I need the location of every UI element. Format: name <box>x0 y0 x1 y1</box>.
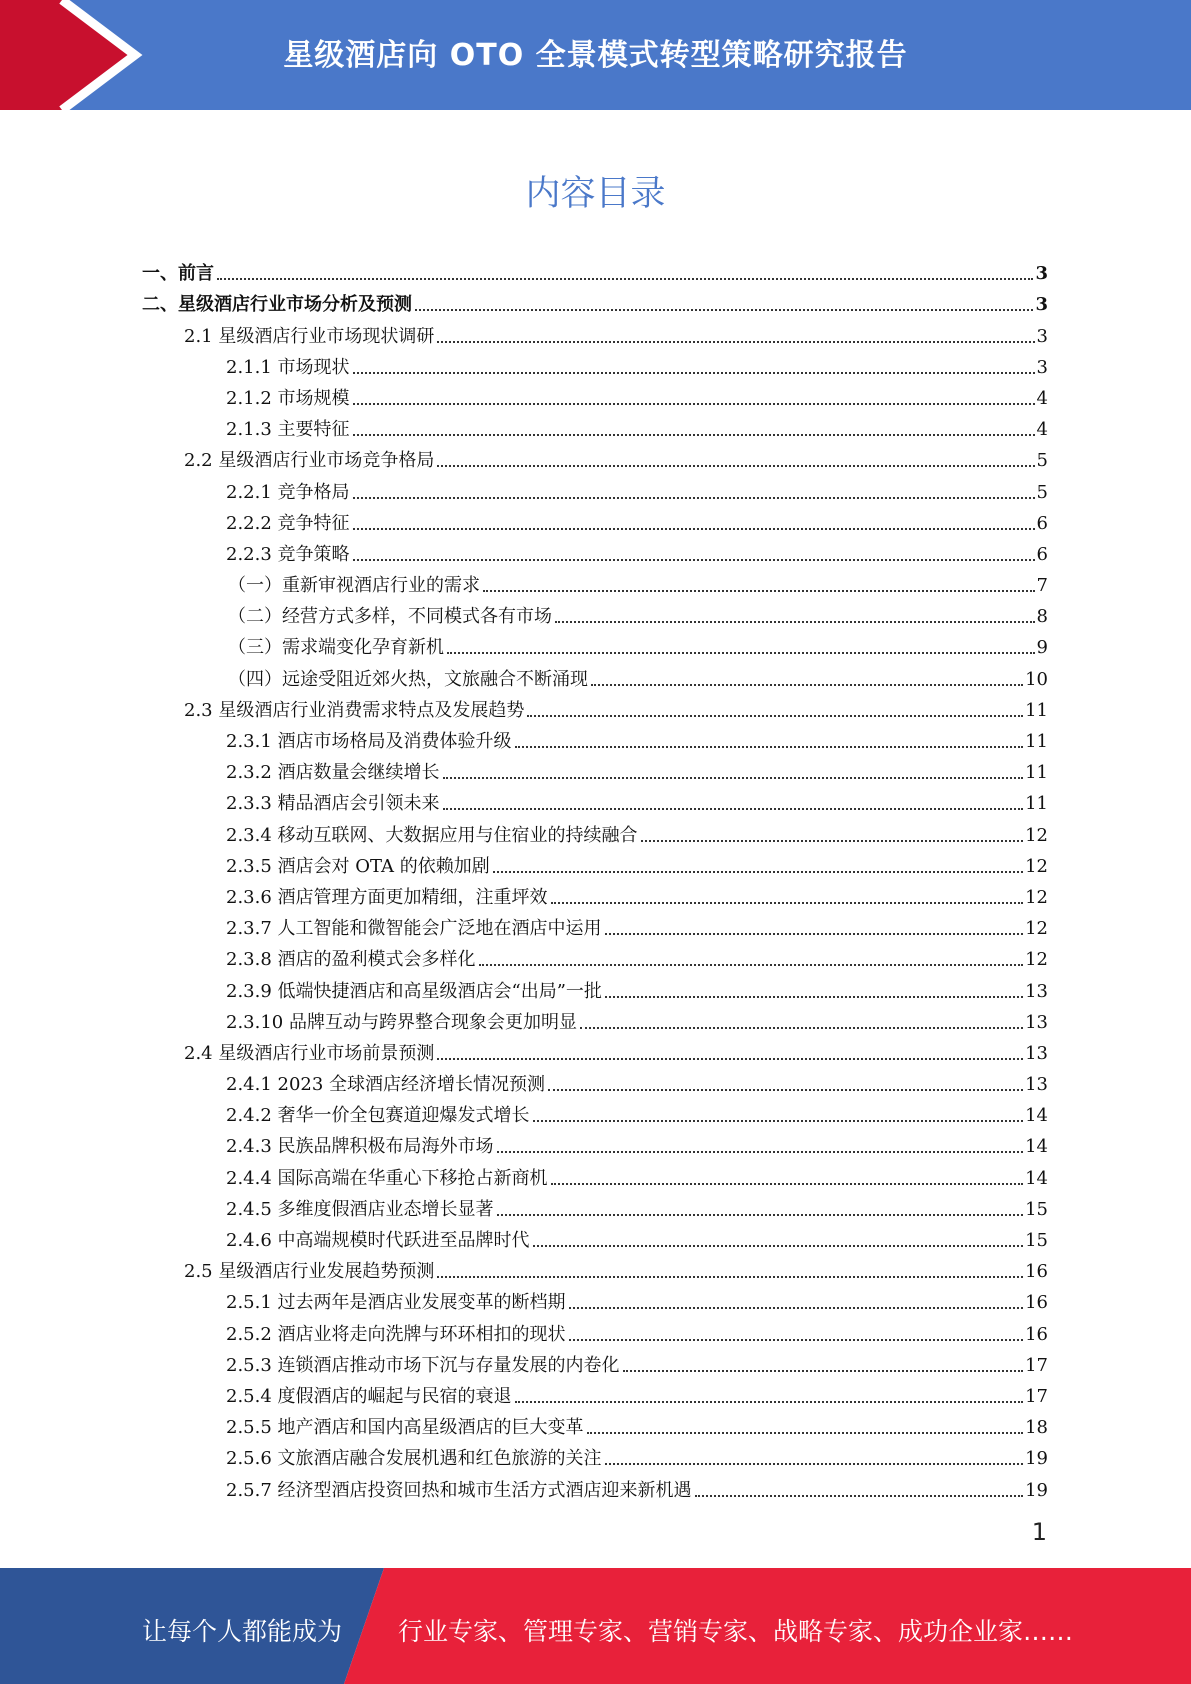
toc-entry-page: 17 <box>1025 1385 1048 1407</box>
toc-entry-page: 4 <box>1036 419 1048 441</box>
dot-leader <box>533 1245 1024 1247</box>
toc-entry-title: 2.3.1 酒店市场格局及消费体验升级 <box>226 731 512 752</box>
toc-entry[interactable] <box>142 504 1048 535</box>
toc-entry-title: 一、前言 <box>142 263 214 285</box>
footer-slogan-left: 让每个人都能成为 <box>142 1617 343 1646</box>
toc-entry-title: （三）需求端变化孕育新机 <box>228 637 444 659</box>
toc-entry[interactable] <box>142 659 1048 690</box>
toc-entry-page: 19 <box>1025 1448 1048 1470</box>
dot-leader <box>569 1307 1024 1309</box>
toc-entry-title: 2.2.3 竞争策略 <box>226 543 350 565</box>
toc-entry-title: 2.4.2 奢华一价全包赛道迎爆发式增长 <box>226 1105 530 1127</box>
toc-entry-page: 19 <box>1025 1479 1048 1501</box>
dot-leader <box>515 746 1024 748</box>
toc-entry[interactable] <box>142 909 1048 940</box>
toc-entry-page: 14 <box>1025 1136 1048 1158</box>
report-title: 星级酒店向 OTO 全景模式转型策略研究报告 <box>283 38 908 73</box>
dot-leader <box>353 528 1035 530</box>
dot-leader <box>353 559 1035 561</box>
toc-entry[interactable] <box>142 753 1048 784</box>
toc-entry-page: 16 <box>1025 1323 1048 1345</box>
toc-entry[interactable] <box>142 940 1048 971</box>
toc-entry-page: 8 <box>1036 606 1048 628</box>
toc-entry-title: 2.2.1 竞争格局 <box>226 481 350 503</box>
toc-entry-title: （四）远途受阻近郊火热，文旅融合不断涌现 <box>228 668 588 690</box>
toc-entry-page: 14 <box>1025 1105 1048 1127</box>
toc-entry-page: 18 <box>1025 1417 1048 1439</box>
toc-entry[interactable] <box>142 1346 1048 1377</box>
toc-entry-page: 11 <box>1025 699 1048 721</box>
toc-entry-title: 2.3 星级酒店行业消费需求特点及发展趋势 <box>184 699 525 721</box>
toc-entry-title: 2.3.9 低端快捷酒店和高星级酒店会“出局”一批 <box>226 980 602 1002</box>
toc-entry[interactable] <box>142 1034 1048 1065</box>
toc-entry-page: 9 <box>1036 637 1048 659</box>
toc-entry-page: 12 <box>1025 918 1048 940</box>
toc-entry-page: 5 <box>1036 481 1048 503</box>
toc-entry-page: 3 <box>1035 294 1048 316</box>
dot-leader <box>695 1495 1024 1497</box>
toc-entry-title: 二、星级酒店行业市场分析及预测 <box>142 294 412 316</box>
toc-entry[interactable] <box>142 348 1048 379</box>
toc-entry[interactable] <box>142 566 1048 597</box>
toc-entry-page: 12 <box>1025 886 1048 908</box>
toc-entry-title: 2.2 星级酒店行业市场竞争格局 <box>184 450 435 472</box>
dot-leader <box>605 933 1024 935</box>
dot-leader <box>497 1214 1024 1216</box>
dot-leader <box>623 1370 1024 1372</box>
toc-entry-page: 12 <box>1025 824 1048 846</box>
toc-entry-page: 10 <box>1025 668 1048 690</box>
dot-leader <box>515 1401 1024 1403</box>
toc-entry[interactable] <box>142 441 1048 472</box>
toc-entry-title: 2.1.2 市场规模 <box>226 387 350 409</box>
dot-leader <box>605 1463 1024 1465</box>
toc-entry-page: 13 <box>1025 1011 1048 1033</box>
toc-entry[interactable] <box>142 1439 1048 1470</box>
toc-entry-title: 2.3.4 移动互联网、大数据应用与住宿业的持续融合 <box>226 824 638 846</box>
toc-entry-title: 2.4.6 中高端规模时代跃进至品牌时代 <box>226 1230 530 1251</box>
dot-leader <box>415 309 1033 311</box>
dot-leader <box>479 964 1024 966</box>
toc-entry-page: 13 <box>1025 1074 1048 1096</box>
toc-entry-title: 2.4.5 多维度假酒店业态增长显著 <box>226 1198 494 1220</box>
toc-entry[interactable] <box>142 1221 1048 1252</box>
toc-entry-title: 2.5.4 度假酒店的崛起与民宿的衰退 <box>226 1385 512 1407</box>
toc-entry-page: 6 <box>1036 512 1048 534</box>
toc-entry-page: 4 <box>1036 387 1048 409</box>
dot-leader <box>353 372 1035 374</box>
dot-leader <box>493 871 1023 873</box>
dot-leader <box>591 684 1023 686</box>
toc-entry-title: 2.5.2 酒店业将走向洗牌与环环相扣的现状 <box>226 1323 566 1345</box>
toc-entry[interactable] <box>142 1003 1048 1034</box>
dot-leader <box>447 652 1035 654</box>
toc-entry[interactable] <box>142 254 1048 285</box>
toc-entry-title: 2.4 星级酒店行业市场前景预测 <box>184 1042 435 1064</box>
toc-entry-title: （一）重新审视酒店行业的需求 <box>228 575 480 597</box>
toc-entry-page: 12 <box>1025 855 1048 877</box>
toc-entry-page: 11 <box>1025 731 1048 752</box>
toc-entry-title: 2.1 星级酒店行业市场现状调研 <box>184 325 435 347</box>
toc-entry-page: 3 <box>1035 263 1048 285</box>
dot-leader <box>555 621 1035 623</box>
dot-leader <box>527 715 1023 717</box>
toc-entry-title: 2.3.10 品牌互动与跨界整合现象会更加明显 <box>226 1011 577 1033</box>
toc-entry-title: 2.3.2 酒店数量会继续增长 <box>226 762 440 784</box>
toc-entry-title: （二）经营方式多样，不同模式各有市场 <box>228 606 552 628</box>
toc-entry-title: 2.5.1 过去两年是酒店业发展变革的断档期 <box>226 1292 566 1314</box>
toc-entry-page: 11 <box>1025 793 1048 815</box>
toc-entry[interactable] <box>142 628 1048 659</box>
toc-entry[interactable] <box>142 316 1048 347</box>
toc-entry-page: 11 <box>1025 762 1048 784</box>
toc-entry-title: 2.2.2 竞争特征 <box>226 512 350 534</box>
dot-leader <box>353 403 1035 405</box>
toc-entry-title: 2.3.3 精品酒店会引领未来 <box>226 793 440 815</box>
toc-entry[interactable] <box>142 1408 1048 1439</box>
dot-leader <box>548 1089 1023 1091</box>
toc-entry[interactable] <box>142 1252 1048 1283</box>
toc-entry[interactable] <box>142 379 1048 410</box>
dot-leader <box>353 434 1035 436</box>
toc-entry-title: 2.5.3 连锁酒店推动市场下沉与存量发展的内卷化 <box>226 1354 620 1376</box>
dot-leader <box>437 1276 1023 1278</box>
footer-slogan-right: 行业专家、管理专家、营销专家、战略专家、成功企业家…… <box>398 1617 1074 1646</box>
toc-entry[interactable] <box>142 1096 1048 1127</box>
toc-entry-title: 2.3.7 人工智能和微智能会广泛地在酒店中运用 <box>226 918 602 940</box>
toc-entry-title: 2.3.8 酒店的盈利模式会多样化 <box>226 949 476 971</box>
toc-entry[interactable] <box>142 472 1048 503</box>
toc-entry[interactable] <box>142 1158 1048 1189</box>
toc-entry[interactable] <box>142 971 1048 1002</box>
toc-entry[interactable] <box>142 722 1048 753</box>
toc-entry-page: 16 <box>1025 1292 1048 1314</box>
toc-entry-title: 2.3.6 酒店管理方面更加精细，注重坪效 <box>226 886 548 908</box>
toc-entry-title: 2.4.1 2023 全球酒店经济增长情况预测 <box>226 1074 546 1096</box>
toc-entry-page: 3 <box>1036 325 1048 347</box>
toc-entry-page: 6 <box>1036 543 1048 565</box>
dot-leader <box>437 465 1034 467</box>
dot-leader <box>353 497 1035 499</box>
toc-entry[interactable] <box>142 1377 1048 1408</box>
dot-leader <box>580 1027 1023 1029</box>
dot-leader <box>605 996 1023 998</box>
toc-entry[interactable] <box>142 1065 1048 1096</box>
dot-leader <box>587 1432 1024 1434</box>
dot-leader <box>551 1183 1024 1185</box>
toc-entry[interactable] <box>142 1314 1048 1345</box>
toc-entry-title: 2.1.1 市场现状 <box>226 356 350 378</box>
toc-entry[interactable] <box>142 1470 1048 1501</box>
toc-entry[interactable] <box>142 597 1048 628</box>
toc-entry-page: 16 <box>1025 1261 1048 1283</box>
toc-heading: 内容目录 <box>525 174 666 214</box>
toc-entry-title: 2.4.4 国际高端在华重心下移抢占新商机 <box>226 1167 548 1189</box>
dot-leader <box>483 590 1035 592</box>
toc-entry[interactable] <box>142 535 1048 566</box>
dot-leader <box>497 1151 1024 1153</box>
toc-entry-title: 2.4.3 民族品牌积极布局海外市场 <box>226 1136 494 1158</box>
toc-entry[interactable] <box>142 410 1048 441</box>
toc-entry-page: 15 <box>1025 1198 1048 1220</box>
toc-entry-title: 2.5 星级酒店行业发展趋势预测 <box>184 1261 435 1283</box>
page-number: 1 <box>1031 1518 1047 1546</box>
toc-entry-title: 2.5.5 地产酒店和国内高星级酒店的巨大变革 <box>226 1417 584 1439</box>
toc-entry-page: 15 <box>1025 1230 1048 1251</box>
toc-entry[interactable] <box>142 285 1048 316</box>
toc-entry[interactable] <box>142 691 1048 722</box>
toc-entry-page: 13 <box>1025 980 1048 1002</box>
toc-entry-page: 13 <box>1025 1042 1048 1064</box>
toc-entry-title: 2.5.7 经济型酒店投资回热和城市生活方式酒店迎来新机遇 <box>226 1479 692 1501</box>
toc-entry-page: 14 <box>1025 1167 1048 1189</box>
toc-entry[interactable] <box>142 815 1048 846</box>
toc-entry-page: 3 <box>1036 356 1048 378</box>
toc-entry[interactable] <box>142 1190 1048 1221</box>
toc-entry[interactable] <box>142 1283 1048 1314</box>
toc-entry[interactable] <box>142 878 1048 909</box>
toc-entry[interactable] <box>142 1127 1048 1158</box>
dot-leader <box>533 1120 1024 1122</box>
toc-entry-page: 12 <box>1025 949 1048 971</box>
table-of-contents <box>142 254 1048 1502</box>
dot-leader <box>437 1058 1023 1060</box>
toc-entry-page: 17 <box>1025 1354 1048 1376</box>
dot-leader <box>641 840 1024 842</box>
header-band <box>0 0 1191 110</box>
dot-leader <box>437 341 1034 343</box>
toc-entry[interactable] <box>142 784 1048 815</box>
toc-entry[interactable] <box>142 847 1048 878</box>
toc-entry-page: 7 <box>1036 575 1048 597</box>
footer-band <box>0 1568 1191 1684</box>
dot-leader <box>443 808 1024 810</box>
toc-entry-title: 2.1.3 主要特征 <box>226 419 350 441</box>
dot-leader <box>551 902 1024 904</box>
toc-entry-title: 2.3.5 酒店会对 OTA 的依赖加剧 <box>226 855 490 877</box>
toc-entry-page: 5 <box>1036 450 1048 472</box>
dot-leader <box>569 1339 1024 1341</box>
dot-leader <box>443 777 1024 779</box>
dot-leader <box>217 278 1033 280</box>
toc-entry-title: 2.5.6 文旅酒店融合发展机遇和红色旅游的关注 <box>226 1448 602 1470</box>
